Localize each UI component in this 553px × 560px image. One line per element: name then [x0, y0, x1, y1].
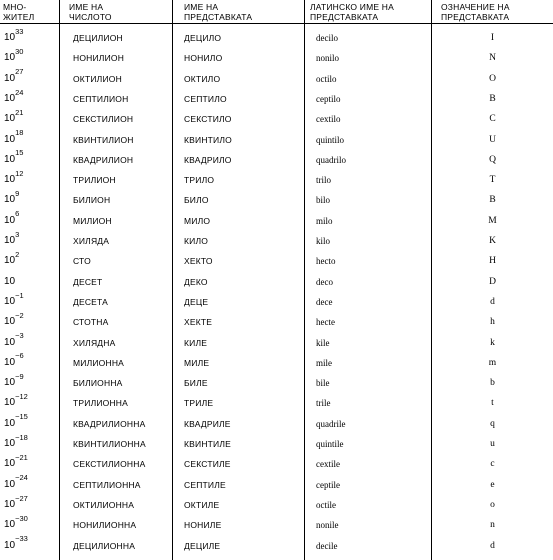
multiplier-base: 10 — [4, 336, 16, 348]
table-row — [0, 150, 553, 170]
prefix-name-cell: ДЕКО — [184, 276, 208, 287]
multiplier-base: 10 — [4, 295, 16, 307]
number-name-cell: ДЕСЕТ — [73, 276, 103, 287]
multiplier-base: 10 — [4, 498, 16, 510]
multiplier-base: 10 — [4, 458, 16, 470]
table-row — [0, 454, 553, 474]
multiplier-base: 10 — [4, 113, 16, 125]
latin-name-cell: decile — [316, 540, 338, 551]
symbol-cell: O — [489, 73, 496, 84]
table-row — [0, 211, 553, 231]
prefix-name-cell: ДЕЦИЛО — [184, 33, 222, 43]
latin-name-cell: ceptile — [316, 479, 340, 490]
number-name-cell: КВАДРИЛИОННА — [73, 418, 146, 429]
multiplier-exponent: −15 — [15, 412, 28, 422]
multiplier-exponent: −33 — [15, 534, 28, 544]
multiplier-exponent: −21 — [15, 452, 28, 462]
multiplier-exponent: −27 — [15, 493, 28, 503]
table-row — [0, 515, 553, 535]
table-row — [0, 373, 553, 393]
table-row — [0, 130, 553, 150]
prefix-name-cell: ХЕКТЕ — [184, 317, 213, 328]
multiplier-cell — [4, 69, 23, 89]
multiplier-base: 10 — [4, 539, 16, 551]
table-row — [0, 69, 553, 89]
symbol-cell: D — [489, 276, 496, 287]
multiplier-cell — [4, 150, 23, 170]
latin-name-cell: trile — [316, 398, 331, 409]
latin-name-cell: hecto — [316, 256, 336, 267]
multiplier-exponent: −1 — [15, 290, 24, 300]
latin-name-cell: kile — [316, 337, 330, 348]
symbol-cell: h — [490, 317, 495, 328]
header-latin-name: ЛАТИНСКО ИМЕ НА ПРЕДСТАВКАТА — [310, 2, 395, 22]
prefix-name-cell: ОКТИЛЕ — [184, 499, 220, 510]
multiplier-base: 10 — [4, 133, 16, 145]
multiplier-base: 10 — [4, 377, 16, 389]
table-row — [0, 251, 553, 271]
symbol-cell: B — [489, 93, 496, 104]
multiplier-cell — [4, 373, 24, 393]
prefix-name-cell: КИЛЕ — [184, 337, 208, 348]
prefix-name-cell: КИЛО — [184, 236, 209, 246]
number-name-cell: СЕКСТИЛИОН — [73, 114, 134, 125]
multiplier-exponent: −2 — [15, 310, 24, 320]
prefix-name-cell: КВАДРИЛО — [184, 154, 232, 165]
multiplier-exponent: 6 — [15, 209, 20, 219]
header-multiplier: МНО- ЖИТЕЛ — [3, 2, 35, 22]
table-row — [0, 109, 553, 129]
multiplier-base: 10 — [4, 255, 16, 267]
symbol-cell: H — [489, 256, 496, 267]
number-name-cell: СТОТНА — [73, 317, 109, 328]
multiplier-base: 10 — [4, 397, 16, 409]
symbol-cell: e — [490, 479, 495, 490]
number-name-cell: СЕПТИЛИОН — [73, 93, 129, 104]
multiplier-exponent: −24 — [15, 473, 28, 483]
multiplier-cell — [4, 333, 24, 353]
table-row — [0, 28, 553, 48]
prefix-name-cell: БИЛО — [184, 195, 209, 206]
multiplier-base: 10 — [4, 174, 16, 186]
prefix-name-cell: СЕПТИЛО — [184, 93, 227, 104]
symbol-cell: N — [489, 53, 496, 64]
table-row — [0, 48, 553, 68]
multiplier-cell — [4, 231, 19, 251]
symbol-cell: I — [490, 33, 495, 43]
table-row — [0, 312, 553, 332]
number-name-cell: ХИЛЯДНА — [73, 337, 116, 348]
multiplier-cell — [4, 393, 28, 413]
multiplier-exponent: 18 — [15, 128, 24, 138]
prefix-name-cell: СЕПТИЛЕ — [184, 479, 226, 490]
multiplier-exponent: −12 — [15, 392, 28, 402]
multiplier-exponent: 15 — [15, 148, 24, 158]
multiplier-cell — [4, 536, 28, 556]
symbol-cell: M — [488, 215, 497, 226]
multiplier-cell — [4, 48, 23, 68]
multiplier-base: 10 — [4, 438, 16, 449]
number-name-cell: НОНИЛИОН — [73, 53, 125, 64]
prefix-name-cell: СЕКСТИЛО — [184, 114, 232, 125]
symbol-cell: d — [490, 540, 495, 551]
latin-name-cell: dece — [316, 296, 333, 307]
number-name-cell: БИЛИОННА — [73, 378, 123, 389]
latin-name-cell: deco — [316, 276, 333, 287]
symbol-cell: n — [490, 520, 495, 531]
multiplier-base: 10 — [4, 214, 16, 226]
multiplier-exponent: 3 — [15, 229, 20, 239]
prefix-name-cell: КВАДРИЛЕ — [184, 418, 231, 429]
multiplier-exponent: −30 — [15, 513, 28, 523]
prefix-name-cell: НОНИЛО — [184, 53, 223, 64]
symbol-cell: b — [490, 378, 495, 389]
multiplier-exponent: −3 — [15, 331, 24, 341]
multiplier-cell — [4, 251, 19, 271]
number-name-cell: ОКТИЛИОННА — [73, 499, 135, 510]
prefix-name-cell: ДЕЦЕ — [184, 296, 209, 307]
latin-name-cell: octilo — [316, 73, 337, 84]
prefix-name-cell: СЕКСТИЛЕ — [184, 459, 231, 470]
prefix-name-cell: ДЕЦИЛЕ — [184, 540, 221, 551]
multiplier-exponent: 21 — [15, 107, 24, 117]
multiplier-cell — [4, 272, 15, 292]
multiplier-base: 10 — [4, 356, 16, 368]
latin-name-cell: mile — [316, 357, 332, 368]
number-name-cell: ДЕЦИЛИОННА — [73, 540, 136, 551]
multiplier-cell — [4, 190, 19, 210]
number-name-cell: СТО — [73, 256, 91, 267]
symbol-cell: T — [489, 175, 496, 186]
multiplier-cell — [4, 414, 28, 434]
prefix-name-cell: ТРИЛЕ — [184, 398, 214, 409]
header-symbol: ОЗНАЧЕНИЕ НА ПРЕДСТАВКАТА — [441, 2, 510, 22]
table-row — [0, 231, 553, 251]
number-name-cell: НОНИЛИОННА — [73, 520, 137, 531]
number-name-cell: БИЛИОН — [73, 195, 111, 206]
latin-name-cell: quadrile — [316, 418, 346, 429]
multiplier-exponent: 33 — [15, 26, 24, 36]
multiplier-cell — [4, 454, 28, 474]
symbol-cell: K — [489, 236, 496, 246]
number-name-cell: МИЛИОННА — [73, 357, 125, 368]
multiplier-cell — [4, 211, 19, 231]
symbol-cell: c — [490, 459, 495, 470]
multiplier-exponent: −6 — [15, 351, 24, 361]
multiplier-exponent: 27 — [15, 67, 24, 77]
prefix-name-cell: КВИНТИЛО — [184, 134, 232, 145]
latin-name-cell: quadrilo — [316, 154, 346, 165]
table-row — [0, 434, 553, 454]
multiplier-base: 10 — [4, 478, 16, 490]
latin-name-cell: milo — [316, 215, 333, 226]
multiplier-cell — [4, 434, 28, 454]
number-name-cell: ОКТИЛИОН — [73, 73, 122, 84]
multiplier-base: 10 — [4, 92, 16, 104]
multiplier-exponent: −9 — [15, 371, 24, 381]
symbol-cell: d — [490, 296, 495, 307]
prefix-name-cell: МИЛО — [184, 215, 211, 226]
header-prefix-name: ИМЕ НА ПРЕДСТАВКАТА — [184, 2, 253, 22]
multiplier-base: 10 — [4, 52, 16, 64]
symbol-cell: u — [490, 439, 495, 449]
latin-name-cell: bile — [316, 378, 330, 389]
latin-name-cell: cextile — [316, 459, 340, 470]
table-row — [0, 495, 553, 515]
multiplier-exponent: 9 — [15, 189, 20, 199]
table-row — [0, 414, 553, 434]
latin-name-cell: quintilo — [316, 134, 345, 145]
multiplier-base: 10 — [4, 32, 16, 43]
multiplier-exponent: 30 — [15, 46, 24, 56]
multiplier-cell — [4, 292, 24, 312]
table-row — [0, 475, 553, 495]
latin-name-cell: trilo — [316, 175, 331, 186]
prefix-name-cell: КВИНТИЛЕ — [184, 439, 232, 449]
multiplier-cell — [4, 312, 24, 332]
symbol-cell: C — [489, 114, 496, 125]
symbol-cell: Q — [489, 154, 496, 165]
multiplier-cell — [4, 475, 28, 495]
symbol-cell: U — [489, 134, 496, 145]
number-name-cell: СЕПТИЛИОННА — [73, 479, 141, 490]
multiplier-cell — [4, 495, 28, 515]
number-name-cell: КВАДРИЛИОН — [73, 154, 134, 165]
latin-name-cell: nonilo — [316, 53, 340, 64]
latin-name-cell: nonile — [316, 520, 339, 531]
multiplier-cell — [4, 109, 23, 129]
multiplier-base: 10 — [4, 153, 16, 165]
table-row — [0, 190, 553, 210]
number-name-cell: МИЛИОН — [73, 215, 112, 226]
prefix-name-cell: МИЛЕ — [184, 357, 210, 368]
latin-name-cell: decilo — [316, 33, 338, 43]
number-name-cell: ДЕЦИЛИОН — [73, 33, 123, 43]
latin-name-cell: hecte — [316, 317, 335, 328]
latin-name-cell: ceptilo — [316, 93, 341, 104]
table-row — [0, 292, 553, 312]
multiplier-cell — [4, 28, 23, 48]
number-name-cell: КВИНТИЛИОННА — [73, 439, 146, 449]
latin-name-cell: octile — [316, 499, 336, 510]
table-row — [0, 393, 553, 413]
multiplier-base: 10 — [4, 316, 16, 328]
number-name-cell: ХИЛЯДА — [73, 236, 110, 246]
number-name-cell: ДЕСЕТА — [73, 296, 109, 307]
header-number-name: ИМЕ НА ЧИСЛОТО — [69, 2, 112, 22]
multiplier-cell — [4, 353, 24, 373]
symbol-cell: t — [491, 398, 494, 409]
prefix-name-cell: ТРИЛО — [184, 175, 215, 186]
symbol-cell: o — [490, 499, 495, 510]
table-row — [0, 89, 553, 109]
latin-name-cell: cextilo — [316, 114, 341, 125]
latin-name-cell: quintile — [316, 439, 344, 449]
multiplier-exponent: 24 — [15, 87, 24, 97]
prefix-name-cell: БИЛЕ — [184, 378, 208, 389]
latin-name-cell: kilo — [316, 236, 331, 246]
multiplier-exponent: 2 — [15, 249, 20, 259]
symbol-cell: m — [488, 357, 497, 368]
multiplier-base: 10 — [4, 417, 16, 429]
table-row — [0, 272, 553, 292]
prefix-name-cell: ХЕКТО — [184, 256, 213, 267]
latin-name-cell: bilo — [316, 195, 331, 206]
symbol-cell: B — [489, 195, 496, 206]
table-row — [0, 333, 553, 353]
number-name-cell: СЕКСТИЛИОННА — [73, 459, 146, 470]
number-name-cell: КВИНТИЛИОН — [73, 134, 134, 145]
multiplier-exponent: −18 — [15, 432, 28, 442]
header-rule — [0, 23, 553, 24]
multiplier-cell — [4, 89, 23, 109]
multiplier-base: 10 — [4, 235, 16, 246]
prefix-name-cell: НОНИЛЕ — [184, 520, 222, 531]
table-row — [0, 536, 553, 556]
symbol-cell: q — [490, 418, 495, 429]
multiplier-base: 10 — [4, 275, 16, 287]
multiplier-exponent: 12 — [15, 168, 24, 178]
table-row — [0, 353, 553, 373]
multiplier-base: 10 — [4, 519, 16, 531]
multiplier-base: 10 — [4, 72, 16, 84]
multiplier-cell — [4, 170, 23, 190]
table-row — [0, 170, 553, 190]
multiplier-cell — [4, 130, 23, 150]
number-name-cell: ТРИЛИОН — [73, 175, 116, 186]
multiplier-cell — [4, 515, 28, 535]
multiplier-base: 10 — [4, 194, 16, 206]
number-name-cell: ТРИЛИОННА — [73, 398, 129, 409]
symbol-cell: k — [490, 337, 495, 348]
prefix-name-cell: ОКТИЛО — [184, 73, 221, 84]
